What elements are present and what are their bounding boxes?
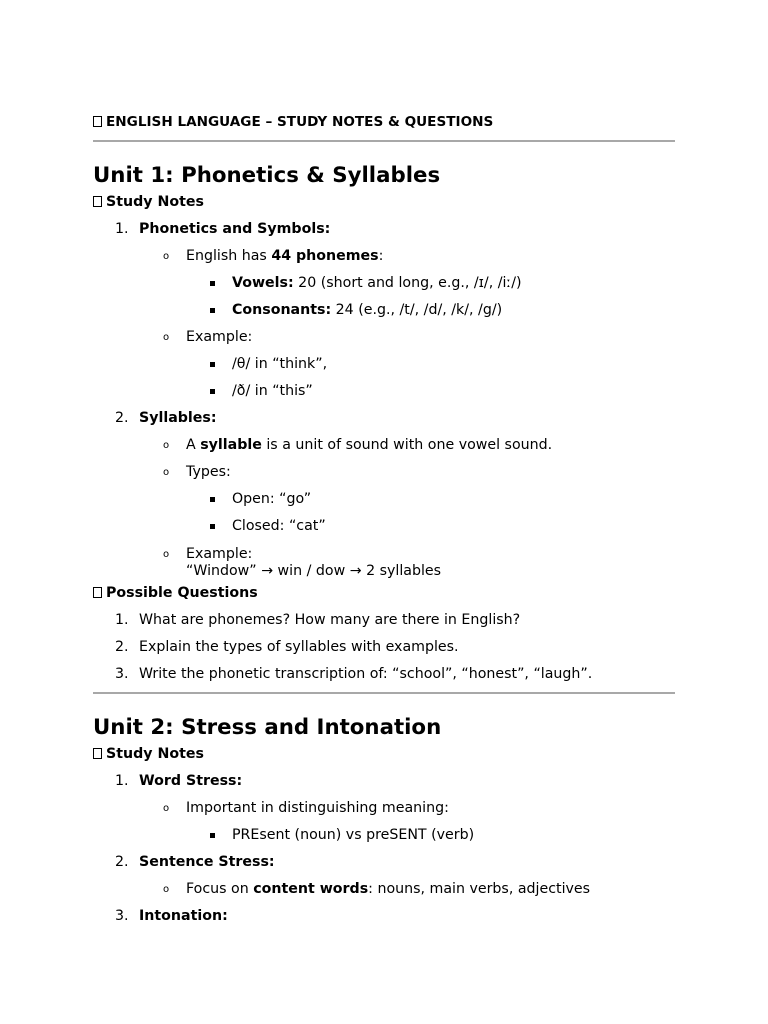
document-page bbox=[93, 112, 675, 930]
square-bullet-icon bbox=[210, 308, 215, 313]
unit-1-study-notes-heading: Study Notes bbox=[93, 189, 675, 216]
list-item: Vowels: 20 (short and long, e.g., /ɪ/, /iː/) bbox=[93, 270, 675, 297]
circle-bullet-icon: o bbox=[163, 440, 170, 451]
unit-1-title: Unit 1: Phonetics & Syllables bbox=[93, 163, 441, 188]
circle-bullet-icon: o bbox=[163, 467, 170, 478]
square-bullet-icon bbox=[210, 281, 215, 286]
list-item: Consonants: 24 (e.g., /t/, /d/, /k/, /g/) bbox=[93, 297, 675, 324]
list-item: 3. Write the phonetic transcription of: “school”, “honest”, “laugh”. bbox=[115, 666, 593, 682]
unit-1-questions-list bbox=[93, 607, 675, 688]
list-item: /θ/ in “think”, bbox=[93, 351, 675, 378]
list-item: o Types: bbox=[93, 459, 675, 486]
missing-glyph-icon bbox=[93, 587, 102, 598]
list-item: Open: “go” bbox=[93, 486, 675, 513]
square-bullet-icon bbox=[210, 497, 215, 502]
unit-2-title: Unit 2: Stress and Intonation bbox=[93, 715, 442, 740]
circle-bullet-icon: o bbox=[163, 332, 170, 343]
square-bullet-icon bbox=[210, 833, 215, 838]
list-item: 2. Sentence Stress: bbox=[115, 854, 275, 870]
list-item: /ð/ in “this” bbox=[93, 378, 675, 405]
divider bbox=[93, 140, 675, 142]
circle-bullet-icon: o bbox=[163, 884, 170, 895]
list-item: 1. What are phonemes? How many are there in English? bbox=[115, 612, 521, 628]
circle-bullet-icon: o bbox=[163, 803, 170, 814]
square-bullet-icon bbox=[210, 389, 215, 394]
square-bullet-icon bbox=[210, 362, 215, 367]
list-item: o Example: bbox=[93, 324, 675, 351]
list-item: Closed: “cat” bbox=[93, 513, 675, 540]
list-item: o Example: “Window” → win / dow → 2 syllables bbox=[163, 546, 442, 579]
circle-bullet-icon: o bbox=[163, 549, 170, 560]
list-item: o Important in distinguishing meaning: bbox=[93, 795, 675, 822]
list-item: 1. Word Stress: bbox=[115, 773, 243, 789]
list-item: o English has 44 phonemes: bbox=[93, 243, 675, 270]
circle-bullet-icon: o bbox=[163, 251, 170, 262]
divider bbox=[93, 692, 675, 694]
list-item: o A syllable is a unit of sound with one vowel sound. bbox=[93, 432, 675, 459]
list-item: 2. Syllables: bbox=[115, 410, 217, 426]
list-item: o Focus on content words: nouns, main verbs, adjectives bbox=[93, 876, 675, 903]
list-item: 2. Explain the types of syllables with examples. bbox=[115, 639, 459, 655]
list-item: 3. Intonation: bbox=[115, 908, 228, 924]
missing-glyph-icon bbox=[93, 116, 102, 127]
square-bullet-icon bbox=[210, 524, 215, 529]
document-title: ENGLISH LANGUAGE – STUDY NOTES & QUESTIONS bbox=[93, 112, 675, 132]
unit-1-notes-list bbox=[93, 216, 675, 580]
unit-2-study-notes-heading: Study Notes bbox=[93, 741, 675, 768]
unit-1-questions-heading: Possible Questions bbox=[93, 580, 675, 607]
missing-glyph-icon bbox=[93, 748, 102, 759]
unit-2-notes-list bbox=[93, 768, 675, 930]
missing-glyph-icon bbox=[93, 196, 102, 207]
list-item: PREsent (noun) vs preSENT (verb) bbox=[93, 822, 675, 849]
list-item: 1. Phonetics and Symbols: bbox=[115, 221, 331, 237]
